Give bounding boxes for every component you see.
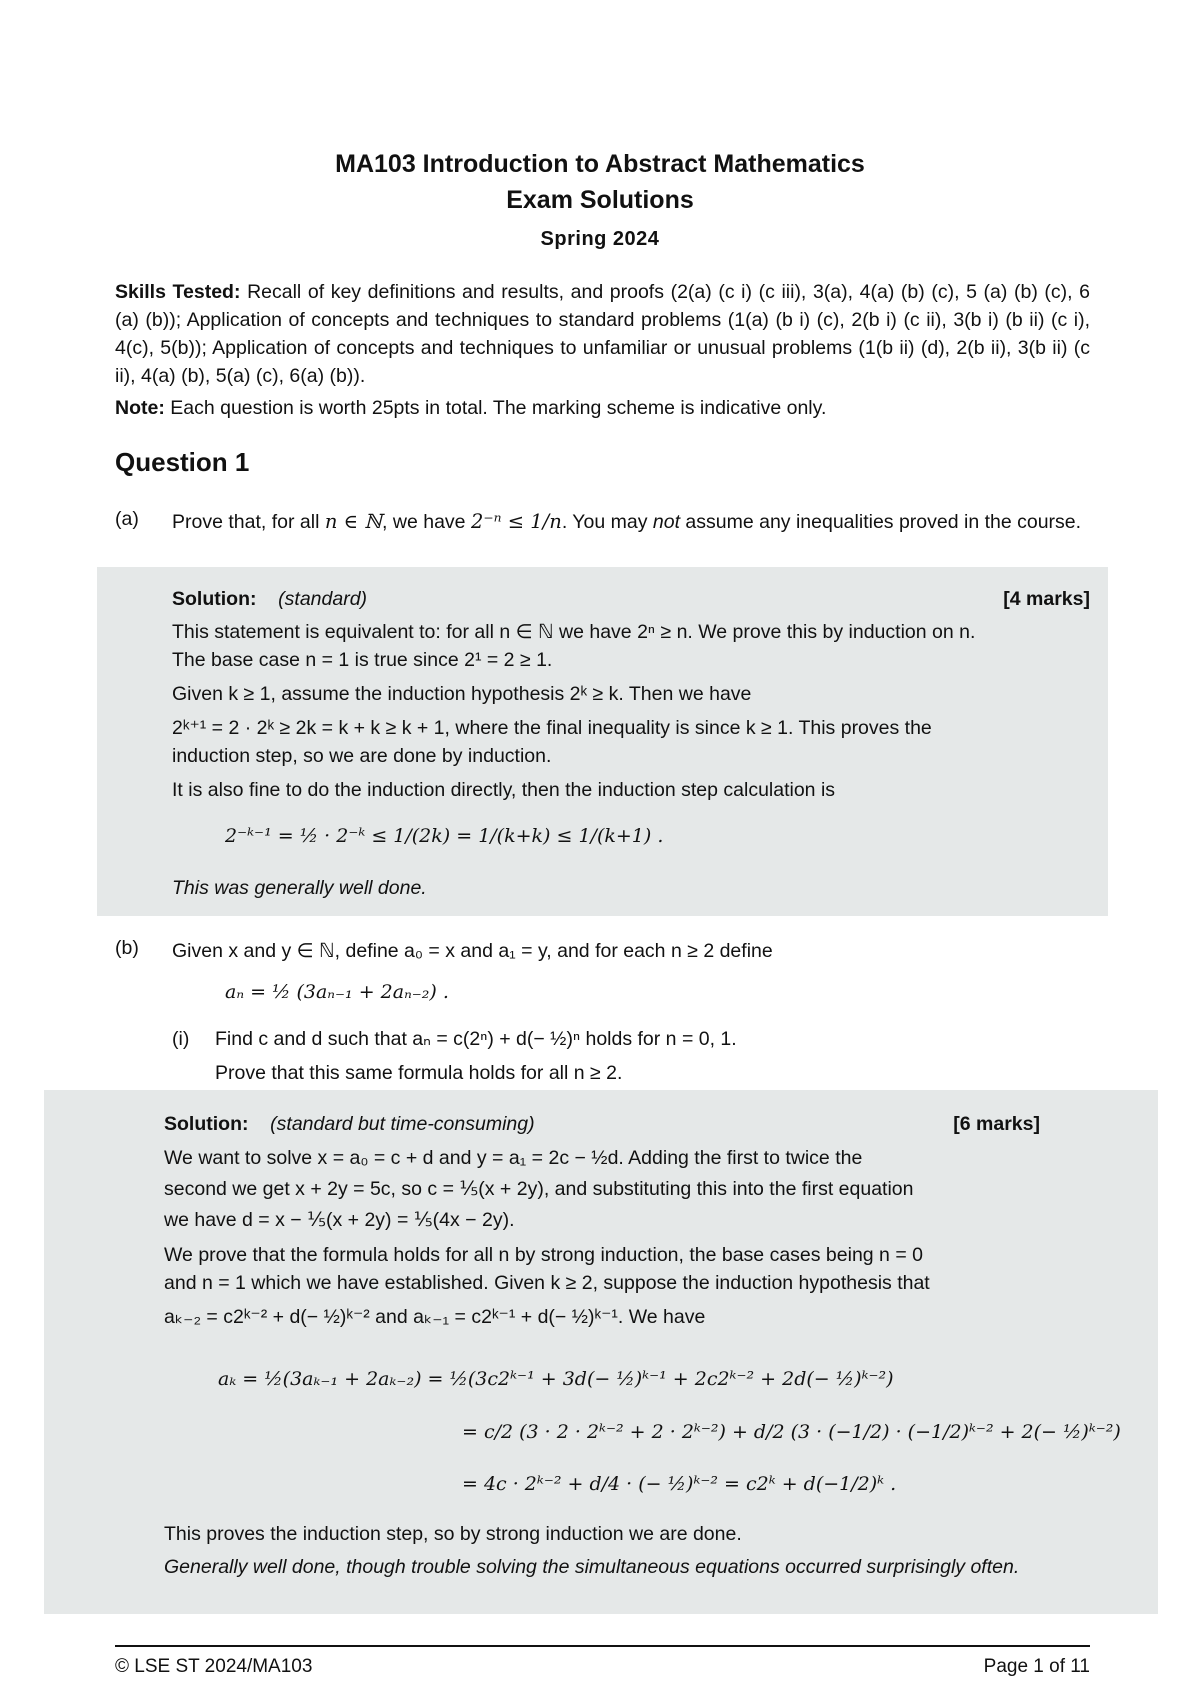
solution-b-eq3: = 4c · 2ᵏ⁻² + d/4 · (− ½)ᵏ⁻² = c2ᵏ + d(−1/2)ᵏ . [462,1473,897,1495]
part-a-text-3: . You may [561,511,653,533]
solution-a-line4: 2ᵏ⁺¹ = 2 · 2ᵏ ≥ 2k = k + k ≥ k + 1, where the final inequality is since k ≥ 1. This proves the [172,717,932,739]
part-a-text-4: assume any inequalities proved in the course. [680,511,1082,533]
solution-a-header [172,585,367,613]
part-a-math-2: 2⁻ⁿ ≤ 1/n [470,510,562,533]
solution-b-eq2: = c/2 (3 · 2 · 2ᵏ⁻² + 2 · 2ᵏ⁻²) + d/2 (3 · (−1/2) · (−1/2)ᵏ⁻² + 2(− ½)ᵏ⁻²) [462,1421,1121,1443]
solution-b-line7: This proves the induction step, so by strong induction we are done. [164,1523,742,1545]
solution-b-line4: We prove that the formula holds for all n by strong induction, the base cases being n = 0 [164,1244,923,1266]
solution-b-marks: [6 marks] [953,1113,1040,1135]
solution-a-line3: Given k ≥ 1, assume the induction hypothesis 2ᵏ ≥ k. Then we have [172,683,752,705]
solution-a-marks: [4 marks] [1003,588,1090,610]
note-label: Note: [115,397,165,419]
solution-b-comment: Generally well done, though trouble solving the simultaneous equations occurred surprisingly often. [164,1556,1020,1578]
solution-a-kind: (standard) [278,588,368,610]
solution-a-equation: 2⁻ᵏ⁻¹ = ½ · 2⁻ᵏ ≤ 1/(2k) = 1/(k+k) ≤ 1/(k+1) . [225,825,664,847]
document-subtitle: Exam Solutions [506,186,694,214]
part-a-text-2: , we have [382,511,471,533]
note [115,394,1090,422]
part-b-i-line1: Find c and d such that aₙ = c(2ⁿ) + d(− ½)ⁿ holds for n = 0, 1. [215,1028,737,1050]
solution-a-line6: It is also fine to do the induction directly, then the induction step calculation is [172,779,836,801]
part-a-question [172,508,1090,536]
footer-page-number: Page 1 of 11 [983,1656,1090,1677]
solution-b-kind: (standard but time-consuming) [270,1113,535,1135]
solution-a-label: Solution: [172,588,257,610]
solution-a-line1: This statement is equivalent to: for all n ∈ ℕ we have 2ⁿ ≥ n. We prove this by induction on n. [172,621,976,643]
part-a-label: (a) [115,508,139,530]
skills-text: Recall of key definitions and results, and proofs (2(a) (c i) (c iii), 3(a), 4(a) (b) (c), 5 (a) (b) (c), 6 (a) (b)); Application of concepts and techniques to standard problems (1(a) (b i) (c), 2(b i) (c ii), 3(b i) (b ii) (c i), 4(c), 5(b)); Application of concepts and techniques to unfamiliar or unusual problems (1(b ii) (d), 2(b ii), 3(b ii) (c ii), 4(a) (b), 5(a) (c), 6(a) (b)). [115,281,1091,387]
part-a-not: not [652,511,680,533]
part-b-i-line2: Prove that this same formula holds for all n ≥ 2. [215,1062,623,1084]
solution-a-line5: induction step, so we are done by induction. [172,745,552,767]
solution-b-header [164,1110,535,1138]
question-heading: Question 1 [115,447,250,477]
part-a-text-1: Prove that, for all [172,511,325,533]
part-b-label: (b) [115,937,139,959]
solution-b-eq1: aₖ = ½(3aₖ₋₁ + 2aₖ₋₂) = ½(3c2ᵏ⁻¹ + 3d(− ½)ᵏ⁻¹ + 2c2ᵏ⁻² + 2d(− ½)ᵏ⁻²) [218,1368,894,1390]
solution-a-comment: This was generally well done. [172,877,427,899]
part-a-math-1: n ∈ ℕ [324,510,383,533]
note-text: Each question is worth 25pts in total. The marking scheme is indicative only. [170,397,827,419]
footer-copyright: © LSE ST 2024/MA103 [115,1656,313,1677]
part-b-line1: Given x and y ∈ ℕ, define a₀ = x and a₁ = y, and for each n ≥ 2 define [172,940,773,962]
solution-b-line2: second we get x + 2y = 5c, so c = ⅕(x + 2y), and substituting this into the first equation [164,1178,914,1200]
solution-b-line1: We want to solve x = a₀ = c + d and y = a₁ = 2c − ½d. Adding the first to twice the [164,1147,863,1169]
document-term: Spring 2024 [540,228,660,250]
solution-b-label: Solution: [164,1113,249,1135]
solution-b-line3: we have d = x − ⅕(x + 2y) = ⅕(4x − 2y). [164,1209,515,1231]
part-b-i-label: (i) [172,1028,190,1050]
part-b-recurrence: aₙ = ½ (3aₙ₋₁ + 2aₙ₋₂) . [225,981,449,1003]
document-title: MA103 Introduction to Abstract Mathematics [335,150,865,178]
solution-b-line6: aₖ₋₂ = c2ᵏ⁻² + d(− ½)ᵏ⁻² and aₖ₋₁ = c2ᵏ⁻¹ + d(− ½)ᵏ⁻¹. We have [164,1306,706,1328]
solution-a-line2: The base case n = 1 is true since 2¹ = 2 ≥ 1. [172,649,553,671]
footer-divider [115,1645,1090,1647]
skills-tested [115,278,1090,390]
solution-b-line5: and n = 1 which we have established. Given k ≥ 2, suppose the induction hypothesis that [164,1272,930,1294]
skills-label: Skills Tested: [115,281,241,303]
